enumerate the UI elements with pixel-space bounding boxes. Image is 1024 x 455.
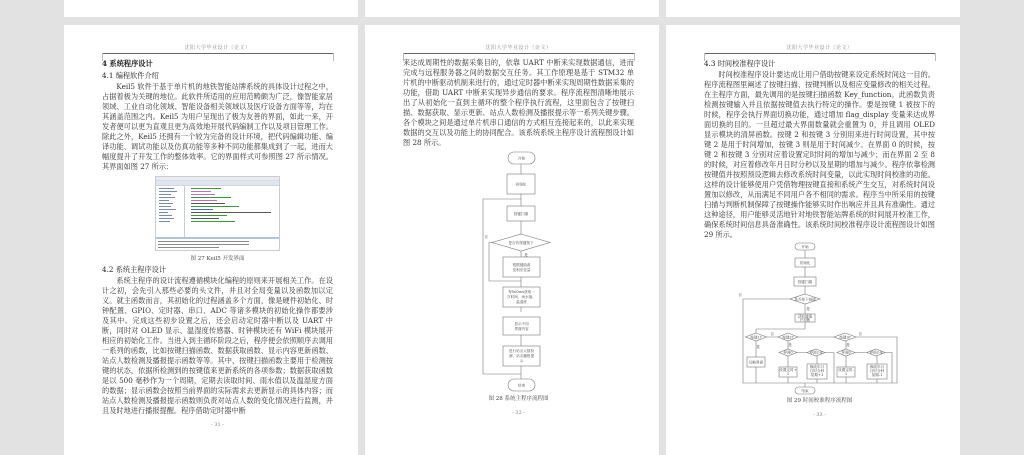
flowchart-label: 界面0: [783, 350, 793, 355]
header-rule: [704, 53, 935, 54]
page-number: - 32 -: [512, 410, 525, 416]
flowchart-label: 设置定时+: [779, 368, 797, 372]
key-scan-label: 按键扫描: [513, 212, 529, 216]
start-label: 开始: [517, 156, 526, 161]
flowchart-label: 星期+1: [810, 373, 824, 377]
init-label: 初始化: [515, 182, 527, 187]
yes-label: 是: [524, 253, 528, 257]
section-heading: 4.2 系统主程序设计: [102, 265, 167, 274]
crop-mark: [333, 53, 342, 61]
flowchart-label: 修改年月: [869, 365, 885, 369]
flowchart-label: 日时分秒: [809, 369, 825, 373]
flowchart-label: 是: [806, 307, 810, 311]
flowchart-label: 否: [858, 332, 862, 336]
paragraph: 系统主程序的设计流程遵循模块化编程的原则来开展相关工作。在设计之初，会先引入那些必要的头文件，并且对全局变量以及函数加以定义。就主函数而言，其初始化的过程涵盖多个方面，像是硬件初始化、时钟配置、GPIO、定时器、串口、ADC 等诸多模块的初始化操作都要涉及其中。完成这些初步设置之后，还会启动定时器中断以及 UART 中断，同时对 OLED 显示、温湿度传感器、时钟模块还有 WiFi 模块展开相应的初始化工作。当进入到主循环阶段之后，程序便会依照顺序去调用一系列的函数，比如按键扫描函数、数据获取函数、显示内容更新函数、站点人数检测及播报提示函数等等。其中，按键扫描函数主要用于检测按键的状态，依据所检测到的按键值来更新系统的各项参数；数据获取函数是以 500 毫秒作为一个周期，定期去读取时间、雨水值以及温湿度方面的数据；显示函数会按照当前界面的实际需求去更新显示的具体内容；而站点人数检测及播报提示函数则负责对站点人数的变化情况进行监测，并且及时地进行播报提醒。程序借助定时器中断: [102, 276, 333, 415]
flowchart-label: 是: [788, 343, 792, 347]
flowchart-label: 是否按下按键: [794, 297, 816, 302]
end-label: 结束: [517, 383, 526, 388]
flowchart-label: 按键1?: [750, 335, 762, 340]
crop-mark: [935, 53, 944, 61]
page-content: [102, 58, 333, 430]
flowchart-label: 显示不同: [514, 322, 529, 326]
flowchart-label: 根据键值改: [512, 263, 531, 267]
display-box: [503, 317, 540, 335]
paragraph: 时间校准程序设计要达成让用户借助按键来设定系统时间这一目的。程序流程图里阐述了按键扫描、按键判断以及相应变量修改的相关过程。在主程序方面，最先调用的是按键扫描函数 Key_function。此函数负责检测按键输入并且依据按键值去执行特定的操作。要是按键 1 被按下的时候，程序会执行界面切换功能，通过增加 flag_display 变量来达成界面切换的目的。一旦超过最大界面数量就会重置为 0，并且调用 OLED 显示模块的清屏函数。按键 2 和按键 3 分别用来进行时间设置，其中按键 2 是用于时间增加，按键 3 则是用于时间减少。在界面 0 的时候，按键 2 和按键 3 分别对应着设置定时时间的增加与减少；而在界面 2 至 8 的时候，对应着修改年月日时分秒以及星期的增加与减少。程序依靠检测按键值并按照预设逻辑去修改系统时间变量，以此实现时间校准的功能。这样的设计能够使用户凭借物理按键直接和系统产生交互，对系统时间设置加以修改，从而满足不同用户各不相同的需求。程序当中所采用的按键扫描与判断机制保障了按键操作能够实时作出响应并且具有准确性。通过这种途径，用户能够灵活地针对地铁智能站牌系统的时间展开校准工作，确保系统时间信息具备准确性。该系统时间校准程序设计流程图设计如图 29 所示。: [704, 70, 935, 239]
keil5-screenshot-figure: [155, 176, 280, 251]
flowchart-label: 切换界面: [748, 360, 764, 365]
flowchart-label: 界面2-8: [869, 350, 883, 355]
flowchart-label: 界面2-8: [809, 350, 823, 355]
paragraph: Keil5 软件于基于单片机的地铁智能站牌系统的具体设计过程之中，占据着极为关键的地位。此软件所适用的应用范畴颇为广泛，像智能家居领域、工业自动化领域、智能设备相关领域以及医疗设备方面等等，均在其涵盖范围之内。Keil5 为用户呈现出了极为友善的界面，如此一来，开发者便可以更为直观且更为高效地开展代码编制工作以及项目管理工作。除此之外，Keil5 还拥有一个较为完备的设计环境，把代码编辑功能、编译功能、调试功能以及仿真功能等多种不同功能都集成到了一起，进而大幅度提升了开发工作的整体效率。它的界面样式可参照图 27 所示情况。其界面如图 27 所示：: [102, 82, 333, 171]
crop-mark: [634, 53, 643, 61]
page-number: - 33 -: [813, 412, 826, 418]
flowchart-label: 变相应变量: [512, 268, 531, 272]
page-content: [403, 58, 634, 418]
flowchart-label: 设置定时-: [838, 368, 854, 372]
flowchart-label: 否: [738, 293, 742, 297]
previous-page-2: [365, 0, 659, 17]
flowchart-label: 1: [844, 372, 848, 376]
paragraph: 来达成周期性的数据采集目的，依靠 UART 中断来实现数据通信，进而完成与远程服务器之间的数据交互任务。其工作原理是基于 STM32 单片机的中断驱动机制来进行的，通过定时器中断来实现周期性数据采集的功能，借助 UART 中断来实现异步通信的要求。程序流程图清晰地展示出了从初始化一直到主循环的整个程序执行流程，这里面包含了按键扫描、数据获取、显示更新、站点人数检测及播报提示等一系列关键步骤。各个模块之间是通过单片机串口通信的方式相互连接起来的，以此来实现数据的交互以及功能上的协同配合。该系统系统主程序设计流程图设计如图 28 所示。: [403, 58, 634, 147]
flowchart-label: 温湿度: [516, 300, 527, 304]
document-page-31: [64, 25, 358, 455]
page-number: - 31 -: [211, 422, 224, 428]
section-heading: 4.3 时间校准程序设计: [704, 59, 776, 68]
flowchart-label: 是: [846, 343, 850, 347]
flowchart-label: 示: [519, 359, 524, 363]
document-page-32: [365, 25, 659, 455]
chapter-heading: 4 系统程序设计: [102, 59, 153, 68]
flowchart-label: 并判断: [799, 318, 811, 322]
start-label: 开始: [801, 244, 809, 249]
key-scan-label: 按键扫描: [797, 279, 813, 284]
flowchart-label: 修改年月: [809, 365, 825, 369]
figure-caption: 图 27 Keil5 开发界面: [190, 256, 245, 262]
flowchart-label: 按键3?: [839, 335, 851, 340]
flowchart-label: 进行站点人数检: [508, 349, 535, 353]
page-header: 沈阳大学毕业设计（论文）: [485, 45, 552, 51]
flowchart-label: 是: [756, 345, 760, 349]
flowchart-label: 获取键值: [797, 314, 813, 319]
flowchart-label: 否: [770, 332, 774, 336]
flowchart-label: 1: [786, 372, 790, 376]
previous-page-1: [64, 0, 358, 17]
page-header: 沈阳大学毕业设计（论文）: [786, 45, 853, 51]
flowchart-label: 按键2?: [782, 335, 794, 340]
end-label: 结束: [801, 388, 809, 393]
update-vars-box: [503, 257, 540, 277]
decision-label: 是否有按键按下: [508, 241, 534, 245]
page-header: 沈阳大学毕业设计（论文）: [184, 45, 251, 51]
header-rule: [403, 53, 634, 54]
flowchart-label: 测、站点播报提: [508, 354, 535, 358]
page-content: [704, 58, 935, 420]
main-program-flowchart: [365, 148, 659, 394]
no-label: 否: [484, 235, 488, 239]
flowchart-label: 界面内容: [514, 327, 529, 331]
init-label: 初始化: [799, 260, 811, 265]
header-rule: [102, 53, 333, 54]
document-page-33: [666, 25, 960, 455]
previous-page-3: [666, 0, 960, 17]
figure-caption: 图 29 时间校准程序流程图: [786, 398, 853, 404]
figure-caption: 图 28 系统主程序流程图: [488, 396, 549, 402]
flowchart-label: 次时间、雨水值、: [507, 295, 536, 299]
flowchart-label: 日时分秒: [869, 369, 885, 373]
flowchart-label: 星期-1: [871, 373, 883, 377]
flowchart-label: 界面0: [841, 350, 851, 355]
time-calibration-flowchart: [666, 240, 960, 396]
section-heading: 4.1 编程软件介绍: [102, 71, 159, 80]
flowchart-label: 每500ms获取一: [508, 290, 535, 294]
